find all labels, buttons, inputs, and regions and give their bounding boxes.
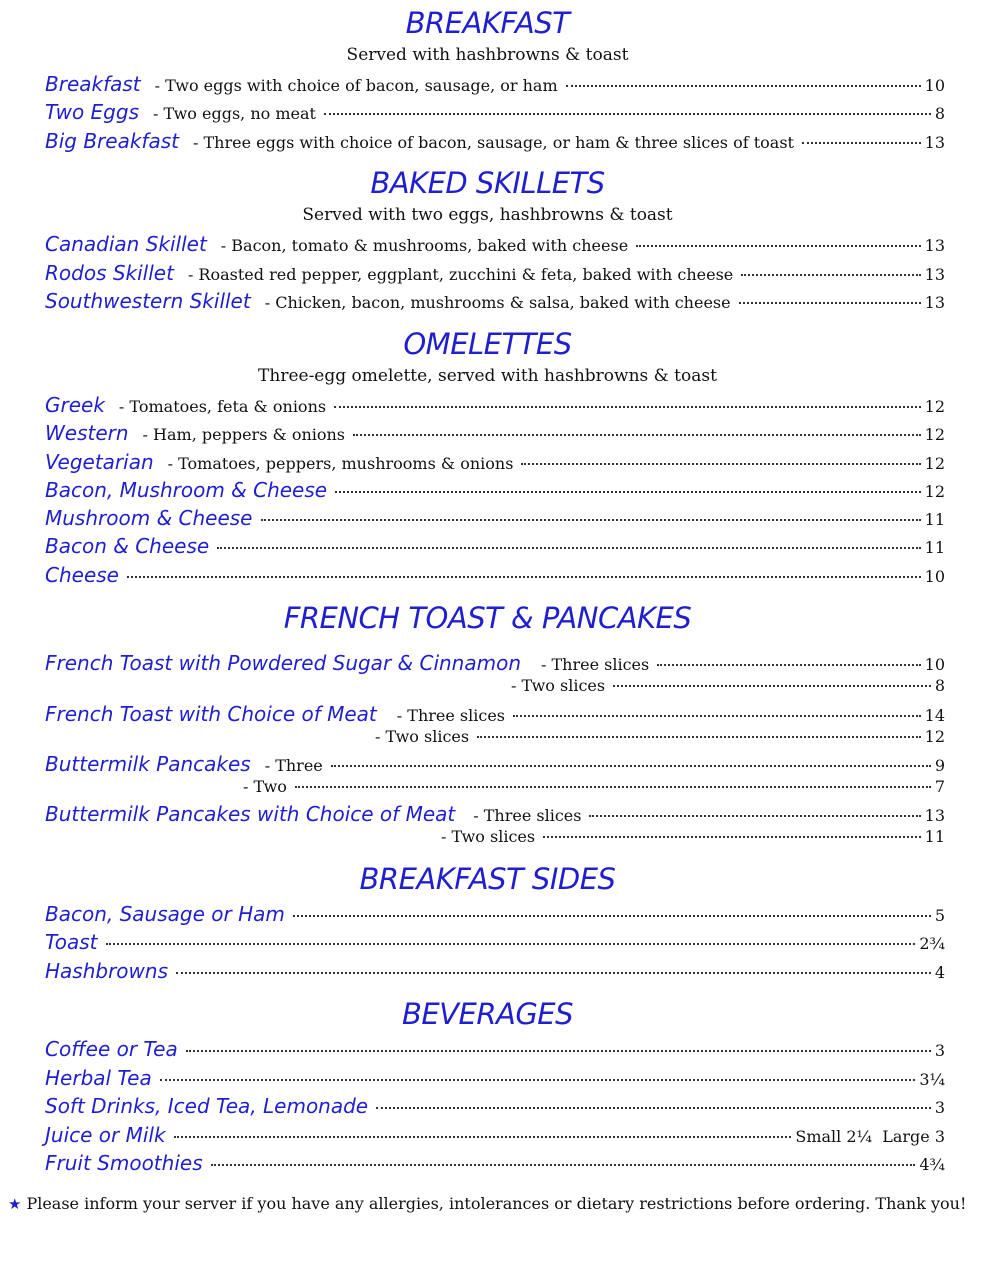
dot-leader xyxy=(741,274,920,276)
star-icon: ★ xyxy=(8,1195,22,1213)
item-price: 4 xyxy=(934,963,945,982)
dot-leader xyxy=(331,765,931,767)
item-price: 12 xyxy=(924,482,945,501)
dot-leader xyxy=(176,972,931,974)
menu-item xyxy=(45,959,945,987)
dot-leader xyxy=(106,943,916,945)
dot-leader xyxy=(636,245,920,247)
dot-leader xyxy=(353,434,921,436)
dot-leader xyxy=(802,142,921,144)
item-name: Southwestern Skillet xyxy=(45,289,251,313)
dot-leader xyxy=(613,685,931,687)
item-description: - Three slices xyxy=(396,706,506,725)
menu-item xyxy=(45,1037,945,1065)
menu-item xyxy=(45,506,945,534)
menu-item xyxy=(45,232,945,260)
item-name: Buttermilk Pancakes xyxy=(45,752,251,776)
menu-item xyxy=(45,100,945,128)
item-name: Bacon & Cheese xyxy=(45,534,210,558)
dot-leader xyxy=(477,736,921,738)
dot-leader xyxy=(376,1107,931,1109)
item-price: 9 xyxy=(934,756,945,775)
item-name: Fruit Smoothies xyxy=(45,1151,203,1175)
item-price: 13 xyxy=(924,293,945,312)
item-name: Vegetarian xyxy=(45,450,154,474)
dot-leader xyxy=(293,915,931,917)
dot-leader xyxy=(739,302,921,304)
item-name: Breakfast xyxy=(45,72,141,96)
dot-leader xyxy=(521,463,920,465)
item-price: 13 xyxy=(924,133,945,152)
menu-item xyxy=(45,702,945,730)
item-description: - Roasted red pepper, eggplant, zucchini & feta, baked with cheese xyxy=(187,265,734,284)
item-price: 10 xyxy=(924,655,945,674)
item-price: 7 xyxy=(934,777,945,796)
section-subtitle: Served with hashbrowns & toast xyxy=(346,45,629,65)
item-price: Small 2¼ Large 3 xyxy=(795,1127,945,1146)
item-price: 11 xyxy=(924,827,945,846)
menu-item xyxy=(45,534,945,562)
menu-item xyxy=(45,1066,945,1094)
item-price: 12 xyxy=(924,397,945,416)
dot-leader xyxy=(513,715,921,717)
dot-leader xyxy=(127,576,921,578)
item-description: - Bacon, tomato & mushrooms, baked with cheese xyxy=(220,236,629,255)
item-price: 2¾ xyxy=(919,934,945,953)
menu-item-option xyxy=(243,777,945,800)
menu-item xyxy=(45,902,945,930)
menu-item xyxy=(45,261,945,289)
item-name: Western xyxy=(45,421,129,445)
item-name: Big Breakfast xyxy=(45,129,179,153)
menu-item xyxy=(45,930,945,958)
menu-item-option xyxy=(375,727,945,750)
dot-leader xyxy=(186,1050,931,1052)
menu-item xyxy=(45,478,945,506)
item-price: 12 xyxy=(924,727,945,746)
section-title: BREAKFAST SIDES xyxy=(359,862,616,896)
item-description: - Two eggs with choice of bacon, sausage, or ham xyxy=(154,76,558,95)
dot-leader xyxy=(334,406,921,408)
item-description: - Two slices xyxy=(441,827,536,846)
item-price: 13 xyxy=(924,265,945,284)
item-description: - Three slices xyxy=(473,806,582,825)
item-price: 12 xyxy=(924,454,945,473)
item-description: - Two xyxy=(243,777,287,796)
item-name: Juice or Milk xyxy=(45,1123,166,1147)
dot-leader xyxy=(566,85,921,87)
item-description: - Three xyxy=(264,756,323,775)
item-name: Rodos Skillet xyxy=(45,261,174,285)
dot-leader xyxy=(335,491,921,493)
item-price: 4¾ xyxy=(919,1155,945,1174)
menu-item xyxy=(45,1094,945,1122)
section-subtitle: Three-egg omelette, served with hashbrowns & toast xyxy=(258,366,717,386)
menu-item-option xyxy=(441,827,945,850)
item-name: Canadian Skillet xyxy=(45,232,207,256)
item-description: - Two slices xyxy=(511,676,606,695)
menu-item xyxy=(45,1123,945,1151)
menu-item xyxy=(45,393,945,421)
menu-item xyxy=(45,72,945,100)
item-price: 10 xyxy=(924,76,945,95)
item-price: 13 xyxy=(924,806,945,825)
menu-item-option xyxy=(511,676,945,699)
menu-item xyxy=(45,802,945,830)
section-subtitle: Served with two eggs, hashbrowns & toast xyxy=(302,205,673,225)
item-price: 13 xyxy=(924,236,945,255)
item-name: Bacon, Sausage or Ham xyxy=(45,902,285,926)
item-price: 8 xyxy=(934,104,945,123)
item-price: 12 xyxy=(924,425,945,444)
menu-item xyxy=(45,651,945,679)
item-description: - Two slices xyxy=(375,727,470,746)
menu-item xyxy=(45,289,945,317)
menu-item xyxy=(45,752,945,780)
item-name: Two Eggs xyxy=(45,100,139,124)
menu-item xyxy=(45,450,945,478)
item-description: - Tomatoes, feta & onions xyxy=(118,397,327,416)
dot-leader xyxy=(589,815,920,817)
item-description: - Chicken, bacon, mushrooms & salsa, baked with cheese xyxy=(264,293,731,312)
dot-leader xyxy=(657,664,920,666)
menu-item xyxy=(45,129,945,157)
item-name: French Toast with Powdered Sugar & Cinnamon xyxy=(45,651,521,675)
allergy-footnote xyxy=(8,1194,988,1213)
item-name: Greek xyxy=(45,393,105,417)
item-description: - Three eggs with choice of bacon, sausage, or ham & three slices of toast xyxy=(192,133,794,152)
section-title: BAKED SKILLETS xyxy=(370,166,605,200)
menu-item xyxy=(45,563,945,591)
item-name: Toast xyxy=(45,930,98,954)
dot-leader xyxy=(211,1164,916,1166)
item-name: Herbal Tea xyxy=(45,1066,152,1090)
item-name: Cheese xyxy=(45,563,119,587)
item-price: 8 xyxy=(934,676,945,695)
item-price: 3 xyxy=(934,1098,945,1117)
dot-leader xyxy=(324,113,931,115)
item-price: 14 xyxy=(924,706,945,725)
item-price: 11 xyxy=(924,510,945,529)
item-name: Coffee or Tea xyxy=(45,1037,178,1061)
item-description: - Three slices xyxy=(541,655,650,674)
item-name: Mushroom & Cheese xyxy=(45,506,253,530)
dot-leader xyxy=(261,519,921,521)
footnote-text: Please inform your server if you have any allergies, intolerances or dietary restrictions before ordering. Thank you! xyxy=(26,1194,967,1213)
item-name: Soft Drinks, Iced Tea, Lemonade xyxy=(45,1094,369,1118)
dot-leader xyxy=(174,1136,792,1138)
section-title: BEVERAGES xyxy=(401,997,574,1031)
item-price: 11 xyxy=(924,538,945,557)
item-description: - Two eggs, no meat xyxy=(152,104,316,123)
item-name: Buttermilk Pancakes with Choice of Meat xyxy=(45,802,456,826)
section-title: BREAKFAST xyxy=(405,6,570,40)
dot-leader xyxy=(295,786,931,788)
item-name: Bacon, Mushroom & Cheese xyxy=(45,478,328,502)
item-description: - Tomatoes, peppers, mushrooms & onions xyxy=(167,454,514,473)
dot-leader xyxy=(217,547,920,549)
item-name: Hashbrowns xyxy=(45,959,168,983)
dot-leader xyxy=(543,836,921,838)
item-price: 10 xyxy=(924,567,945,586)
item-price: 5 xyxy=(934,906,945,925)
section-title: OMELETTES xyxy=(403,327,572,361)
item-description: - Ham, peppers & onions xyxy=(142,425,346,444)
menu-item xyxy=(45,1151,945,1179)
item-price: 3 xyxy=(934,1041,945,1060)
item-price: 3¼ xyxy=(919,1070,945,1089)
item-name: French Toast with Choice of Meat xyxy=(45,702,377,726)
dot-leader xyxy=(160,1079,916,1081)
menu-item xyxy=(45,421,945,449)
section-title: FRENCH TOAST & PANCAKES xyxy=(283,601,692,635)
